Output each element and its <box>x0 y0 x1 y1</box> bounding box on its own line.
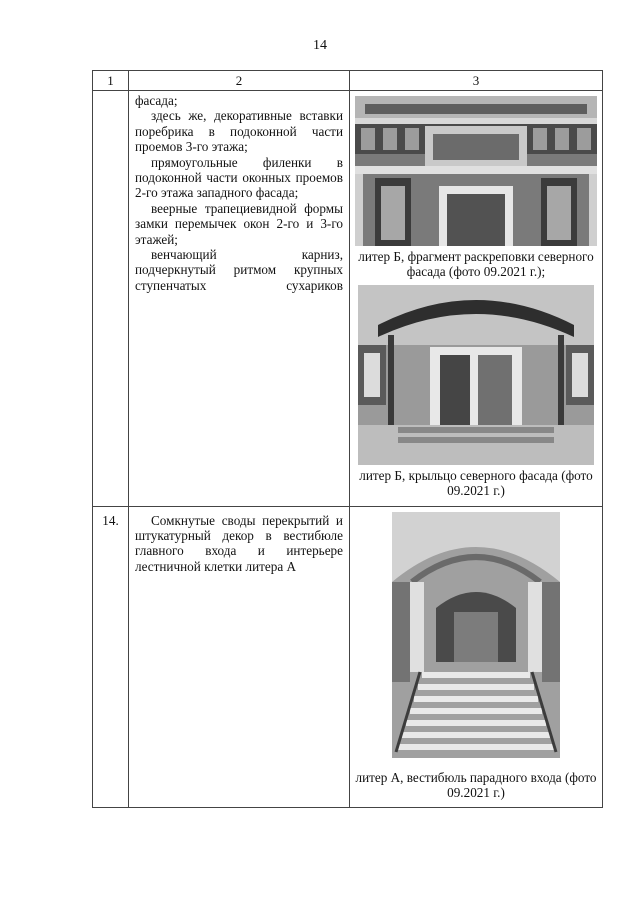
header-cell: 3 <box>350 71 603 91</box>
facade-fragment-photo <box>355 96 597 246</box>
table-row <box>93 506 603 808</box>
description-paragraph: здесь же, декоративные вставки поребрика в подоконной части проемов 3-го этажа; <box>135 108 343 155</box>
description-paragraph: Сомкнутые своды перекрытий и штукатурный декор в вестибюле главного входа и интерьере лестничной клетки литера А <box>135 512 343 574</box>
header-cell: 1 <box>93 71 129 91</box>
table-row <box>93 91 603 507</box>
porch-photo <box>358 285 594 465</box>
vestibule-photo <box>392 512 560 758</box>
table-header-row <box>93 71 603 91</box>
row-number <box>93 91 129 507</box>
description-cell <box>129 506 350 808</box>
description-cell <box>129 91 350 507</box>
photo-cell <box>350 91 603 507</box>
row-number: 14. <box>93 506 129 808</box>
page-number: 14 <box>313 38 327 53</box>
description-paragraph: фасада; <box>135 93 178 108</box>
photo-caption: литер А, вестибюль парадного входа (фото 09.2021 г.) <box>355 769 597 801</box>
heritage-table <box>92 70 603 808</box>
photo-caption: литер Б, фрагмент раскреповки северного фасада (фото 09.2021 г.); <box>358 249 594 280</box>
header-cell: 2 <box>129 71 350 91</box>
photo-cell <box>350 506 603 808</box>
description-paragraph: прямоугольные филенки в подоконной части оконных проемов 2-го этажа западного фасада; <box>135 154 343 201</box>
photo-caption: литер Б, крыльцо северного фасада (фото 09.2021 г.) <box>359 467 593 499</box>
description-paragraph: венчающий карниз, подчеркнутый ритмом крупных ступенчатых сухариков <box>135 247 343 293</box>
description-paragraph: веерные трапециевидной формы замки перемычек окон 2-го и 3-го этажей; <box>135 200 343 247</box>
